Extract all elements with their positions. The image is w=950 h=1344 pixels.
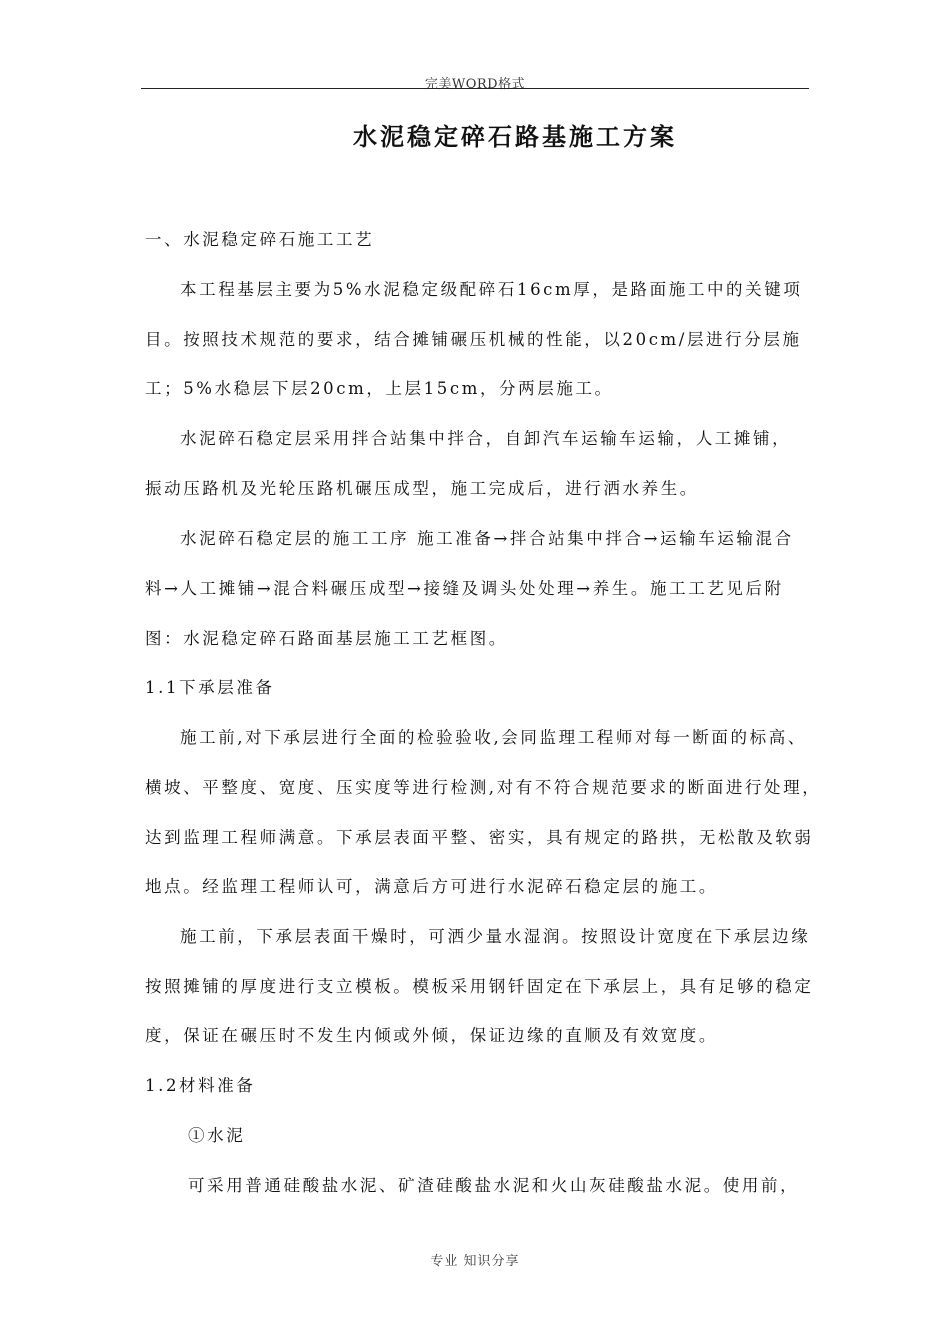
paragraph-line: 施工前，下承层表面干燥时，可洒少量水湿润。按照设计宽度在下承层边缘 (180, 927, 811, 946)
paragraph-line: 图：水泥稳定碎石路面基层施工工艺框图。 (145, 629, 508, 648)
paragraph-line: 水泥碎石稳定层采用拌合站集中拌合，自卸汽车运输车运输，人工摊铺， (180, 429, 792, 448)
paragraph-line: 按照摊铺的厚度进行支立模板。模板采用钢钎固定在下承层上，具有足够的稳定 (145, 977, 814, 996)
paragraph-line: 达到监理工程师满意。下承层表面平整、密实，具有规定的路拱，无松散及软弱 (145, 828, 814, 847)
paragraph-line: 振动压路机及光轮压路机碾压成型，施工完成后，进行洒水养生。 (145, 479, 699, 498)
paragraph-line: 可采用普通硅酸盐水泥、矿渣硅酸盐水泥和火山灰硅酸盐水泥。使用前， (188, 1176, 800, 1195)
subsection-heading: 1.1下承层准备 (145, 678, 275, 697)
document-title: 水泥稳定碎石路基施工方案 (353, 122, 677, 151)
page-footer: 专业 知识分享 (430, 1254, 520, 1269)
list-item-label: ①水泥 (188, 1126, 246, 1145)
section-heading: 一、水泥稳定碎石施工工艺 (145, 230, 375, 249)
paragraph-line: 工；5%水稳层下层20cm，上层15cm，分两层施工。 (145, 379, 614, 398)
paragraph-line: 目。按照技术规范的要求，结合摊铺碾压机械的性能，以20cm/层进行分层施 (145, 330, 802, 349)
paragraph-line: 施工前,对下承层进行全面的检验验收,会同监理工程师对每一断面的标高、 (180, 728, 807, 747)
paragraph-line: 横坡、平整度、宽度、压实度等进行检测,对有不符合规范要求的断面进行处理， (145, 778, 822, 797)
paragraph-line: 度，保证在碾压时不发生内倾或外倾，保证边缘的直顺及有效宽度。 (145, 1026, 718, 1045)
paragraph-line: 地点。经监理工程师认可，满意后方可进行水泥碎石稳定层的施工。 (145, 877, 718, 896)
paragraph-line: 水泥碎石稳定层的施工工序 施工准备→拌合站集中拌合→运输车运输混合 (180, 529, 794, 548)
paragraph-line: 料→人工摊铺→混合料碾压成型→接缝及调头处处理→养生。施工工艺见后附 (145, 579, 784, 598)
subsection-heading: 1.2材料准备 (145, 1076, 256, 1095)
header-divider (141, 88, 809, 89)
page-header: 完美WORD格式 (424, 77, 526, 92)
paragraph-line: 本工程基层主要为5%水泥稳定级配碎石16cm厚，是路面施工中的关键项 (180, 280, 803, 299)
